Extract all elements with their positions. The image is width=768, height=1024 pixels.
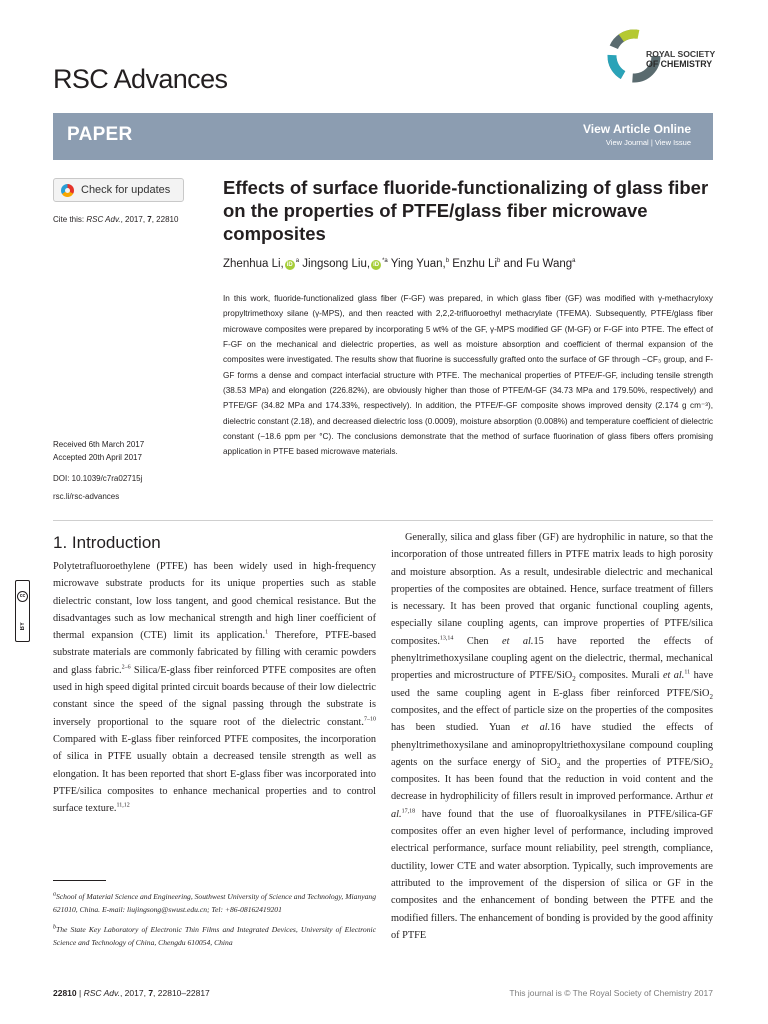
text-run: and the properties of PTFE/SiO xyxy=(560,756,710,768)
author-list xyxy=(223,258,713,270)
text-run: have found that the use of fluoroalkysilanes in PTFE/silica-GF composites offer an even higher level of performance, including improved electrical performance, surface mount reliability, peel strength, compliance, ductility, lower CTE and water absorption. Typically, such improvements are attributed to the improvement of the dispersion of silica or GF in the composites and the enhancement of bonding between the PTFE and the modified fillers. The enhancement of bonding is provided by the good affinity of PTFE xyxy=(391,808,713,941)
page-footer-citation xyxy=(53,988,210,998)
author-name: Jingsong Liu, xyxy=(299,258,371,270)
abstract: In this work, fluoride-functionalized glass fiber (F-GF) was prepared, in which glass fiber (GF) was modified with γ-methacryloxy propyltrimethoxy silane (γ-MPS), and then reacted with 2,2,2-trifluoroethyl methacrylate (TFEMA). Subsequently, PTFE/glass fiber microwave composites were prepared by incorporating 5 wt% of the GF, γ-MPS modified GF (M-GF) or F-GF into PTFE. The effect of F-GF on the mechanical and dielectric properties, as well as moisture absorption and coefficient of thermal expansion of the composites were investigated. The results show that fluorine is successfully grafted onto the surface of GF through −CF₃ group, and F-GF forms a dense and compact interfacial structure with PTFE. The mechanical properties of PTFE/F-GF, including tensile strength (38.53 MPa) and elongation (226.82%), are obviously higher than those of PTFE/M-GF (34.73 MPa and 179.50%, respectively) and PTFE/GF (34.82 MPa and 174.33%, respectively). In addition, the PTFE/F-GF composite shows improved density (2.174 g cm⁻³), dielectric constant (2.18), and decreased dielectric loss (0.0009), moisture absorption (0.008%) and temperature coefficient of dielectric constant (−18.6 ppm per °C). The conclusions demonstrate that the method of surface fluorination of glass fibers offers promising application in PTFE based microwave materials. xyxy=(223,294,713,457)
view-article-online-link[interactable]: View Article Online xyxy=(582,122,691,136)
logo-line-2: OF CHEMISTRY xyxy=(646,59,713,69)
paragraph xyxy=(391,529,713,944)
body-column-left xyxy=(53,558,376,817)
text-run: have studied the effects of phenyltrimethoxysilane and aminopropyltriethoxysilane compound coupling agents on the surface energy of SiO xyxy=(391,722,713,768)
divider xyxy=(53,520,713,521)
cc-by-license-badge[interactable] xyxy=(15,580,30,642)
affiliation-mark: *a xyxy=(382,258,388,265)
citation-ref: 7–10 xyxy=(364,716,376,723)
footnote-divider xyxy=(53,880,106,881)
cite-year: , 2017, xyxy=(120,215,148,224)
crossmark-icon xyxy=(61,184,74,197)
footer-journal: RSC Adv. xyxy=(83,988,120,998)
page-number: 22810 xyxy=(53,988,77,998)
affiliation-mark: b xyxy=(497,258,501,265)
text-run: Generally, silica and glass fiber (GF) are hydrophilic in nature, so that the incorporation of those untreated fillers in PTFE matrix leads to high porosity and moisture absorption. As a result, undesirable dielectric and mechanical properties of the composites are obtained. Hence, surface treatment of fillers is necessary. It has been proved that organic functional coupling agents, especially silane coupling agents, can improve properties of PTFE/silica composites. xyxy=(391,532,713,647)
text-run: 16 xyxy=(550,722,561,734)
cite-journal: RSC Adv. xyxy=(86,215,121,224)
text-run: Compared with E-glass fiber reinforced PTFE composites, the incorporation of silica in PTFE usually obtain a decreased tensile strength as well as elongation. It has been reported that short E-glass fiber was incorporated into PTFE/silica composites to enhance mechanical properties and to control surface texture. xyxy=(53,733,376,815)
affiliation-mark: b xyxy=(445,258,450,265)
citation-ref: 1 xyxy=(265,629,269,636)
orcid-icon[interactable]: iD xyxy=(373,262,380,268)
received-date: Received 6th March 2017 xyxy=(53,440,145,449)
cite-prefix: Cite this: xyxy=(53,215,87,224)
by-icon: BY xyxy=(19,622,26,631)
author-name: Zhenhua Li, xyxy=(223,258,284,270)
article-type-banner xyxy=(53,113,713,160)
footer-sep: | xyxy=(76,988,84,998)
paragraph xyxy=(53,558,376,817)
et-al: et al. xyxy=(521,722,551,734)
footnote xyxy=(53,923,376,950)
section-heading-introduction: 1. Introduction xyxy=(53,533,161,552)
author-name: Enzhu Li xyxy=(449,258,498,270)
text-run: have used the same coupling agent in E-glass fiber reinforced PTFE/SiO xyxy=(391,670,714,699)
affiliation-mark: a xyxy=(295,258,300,265)
text-run: Therefore, PTFE-based substrate materials are commonly fabricated by filling with ceramic powders and glass fabric. xyxy=(53,630,376,676)
check-for-updates-label: Check for updates xyxy=(81,184,171,196)
orcid-icon[interactable]: iD xyxy=(286,262,293,268)
subscript: 2 xyxy=(557,761,561,770)
subscript: 2 xyxy=(709,692,713,701)
footnote-mark: b xyxy=(53,924,56,931)
text-run: have reported the effects of phenyltrimethoxysilane coupling agent on the dielectric, thermal, mechanical properties and microstructure of PTFE/SiO xyxy=(391,635,713,682)
link-separator: | xyxy=(648,138,655,147)
citation-ref: 13,14 xyxy=(439,635,454,642)
text-run: Silica/E-glass fiber reinforced PTFE composites are often used in high speed digital printed circuit boards because of their low dielectric constant since the speed of the signal passing through the substrate is inversely proportional to the square root of the dielectric constant. xyxy=(53,664,376,728)
et-al: et al. xyxy=(662,670,685,682)
footer-volume: 7 xyxy=(148,988,154,998)
body-column-right xyxy=(391,529,713,944)
doi: DOI: 10.1039/c7ra02715j xyxy=(53,474,143,483)
cc-icon: cc xyxy=(17,591,28,602)
view-issue-link[interactable]: View Issue xyxy=(654,138,691,147)
journal-issue-links xyxy=(606,138,691,147)
view-journal-link[interactable]: View Journal xyxy=(605,138,649,147)
check-for-updates-button[interactable] xyxy=(53,178,184,202)
citation-ref: 2–6 xyxy=(121,664,131,671)
article-type-label: PAPER xyxy=(67,124,133,145)
footnote-text: School of Material Science and Engineering, Southwest University of Science and Technology, Mianyang 621010, China. E-mail: liujingsong@swust.edu.cn; Tel: +86-08162419201 xyxy=(53,892,376,915)
article-dates xyxy=(53,438,144,464)
cite-volume: 7 xyxy=(147,215,152,224)
text-run: composites, and the effect of particle size on the properties of the composites has been studied. Yuan xyxy=(391,704,713,734)
citation-ref: 11,12 xyxy=(116,802,130,809)
cite-this xyxy=(53,215,178,224)
accepted-date: Accepted 20th April 2017 xyxy=(53,453,142,462)
citation-ref: 17,18 xyxy=(401,808,416,815)
author-name: and Fu Wang xyxy=(500,258,573,270)
footnote xyxy=(53,890,376,917)
logo-line-1: ROYAL SOCIETY xyxy=(646,49,716,59)
text-run: Chen xyxy=(453,635,502,647)
et-al: et al. xyxy=(502,635,534,647)
author-name: Ying Yuan, xyxy=(387,258,446,270)
footer-range: , 22810–22817 xyxy=(153,988,210,998)
journal-title: RSC Advances xyxy=(53,64,228,94)
subscript: 2 xyxy=(572,675,576,684)
footer-year: , 2017, xyxy=(119,988,149,998)
text-run: composites. It has been found that the reduction in void content and the decrease in hydrophilicity of fillers result in improved performance. Arthur xyxy=(391,774,713,803)
et-al: et al. xyxy=(391,791,713,820)
affiliation-mark: a xyxy=(572,258,576,265)
article-title: Effects of surface fluoride-functionalizing of glass fiber on the properties of PTFE/glass fiber microwave composites xyxy=(223,177,709,244)
affiliation-footnotes xyxy=(53,890,376,956)
journal-link[interactable]: rsc.li/rsc-advances xyxy=(53,492,120,501)
subscript: 2 xyxy=(709,761,713,770)
footnote-mark: a xyxy=(53,891,56,898)
citation-ref: 11 xyxy=(684,669,691,676)
text-run: composites. Murali xyxy=(575,670,663,682)
text-run: Polytetrafluoroethylene (PTFE) has been widely used in high-frequency microwave substrate products for its unique properties such as stable dielectric constant, low loss tangent, and good chemical resistance. But the disadvantages such as low mechanical strength and high liner coefficient of thermal expansion (CTE) limit its application. xyxy=(53,561,376,642)
rsc-logo xyxy=(604,22,722,92)
text-run: 15 xyxy=(533,635,544,647)
cite-pages: , 22810 xyxy=(151,215,179,224)
page-footer-copyright: This journal is © The Royal Society of Chemistry 2017 xyxy=(509,988,713,998)
footnote-text: The State Key Laboratory of Electronic Thin Films and Integrated Devices, University of Electronic Science and Technology of China, Chengdu 610054, China xyxy=(53,924,376,948)
